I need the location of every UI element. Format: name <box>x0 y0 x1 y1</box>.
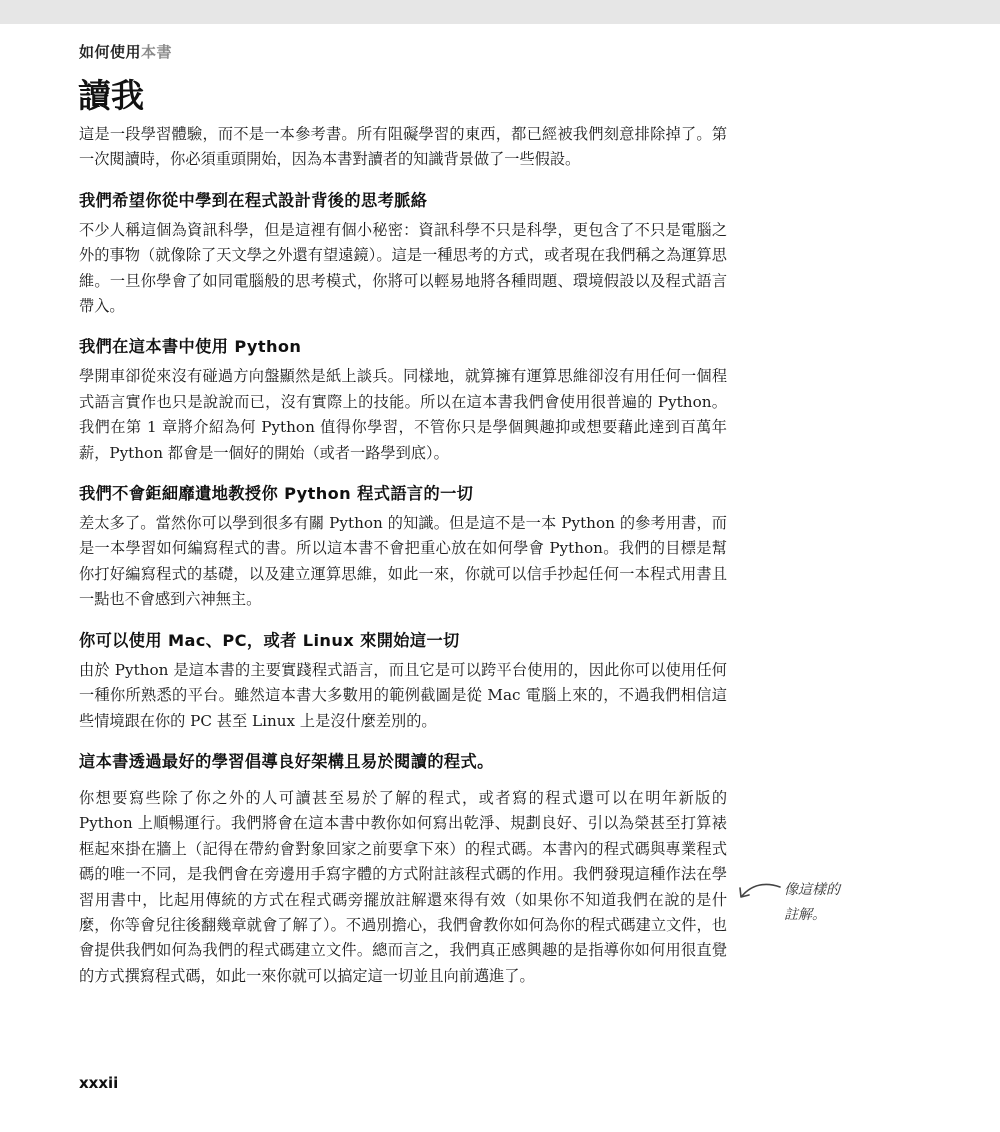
annotation-line-1: 像這樣的 <box>784 882 840 898</box>
page-number: xxxii <box>79 1074 119 1092</box>
running-head-bold: 如何使用 <box>79 43 142 61</box>
running-head <box>79 41 172 62</box>
section-body-readable-code: 你想要寫些除了你之外的人可讀甚至易於了解的程式，或者寫的程式還可以在明年新版的 Python 上順暢運行。我們將會在這本書中教你如何寫出乾淨、規劃良好、引以為榮甚至打算裱框起來掛在牆上（記得在帶約會對象回家之前要拿下來）的程式碼。本書內的程式碼與專業程式碼的唯一不同，是我們會在旁邊用手寫字體的方式附註該程式碼的作用。我們發現這種作法在學習用書中，比起用傳統的方式在程式碼旁擺放註解還來得有效（如果你不知道我們在說的是什麼，你等會兒往後翻幾章就會了解了）。不過別擔心，我們會教你如何為你的程式碼建立文件，也會提供我們如何為我們的程式碼建立文件。總而言之，我們真正感興趣的是指導你如何用很直覺的方式撰寫程式碼，如此一來你就可以搞定這一切並且向前邁進了。 <box>79 788 727 985</box>
annotation-line-2: 註解。 <box>784 907 826 923</box>
intro-paragraph: 這是一段學習體驗，而不是一本參考書。所有阻礙學習的東西，都已經被我們刻意排除掉了。第一次閱讀時，你必須重頭開始，因為本書對讀者的知識背景做了一些假設。 <box>79 125 727 169</box>
section-heading-platforms: 你可以使用 Mac、PC，或者 Linux 來開始這一切 <box>79 630 460 650</box>
page-top-band <box>0 0 1000 24</box>
running-head-gray: 本書 <box>141 43 173 61</box>
section-body-python: 學開車卻從來沒有碰過方向盤顯然是紙上談兵。同樣地，就算擁有運算思維卻沒有用任何一個程式語言實作也只是說說而已，沒有實際上的技能。所以在這本書我們會使用很普遍的 Python。我們在第 1 章將介紹為何 Python 值得你學習，不管你只是學個興趣抑或想要藉此達到百萬年薪，Python 都會是一個好的開始（或者一路學到底）。 <box>79 367 727 462</box>
page-content <box>79 122 727 989</box>
page-title: 讀我 <box>78 76 144 115</box>
section-heading-thinking: 我們希望你從中學到在程式設計背後的思考脈絡 <box>79 190 428 210</box>
curved-arrow-icon <box>736 878 784 908</box>
section-heading-python: 我們在這本書中使用 Python <box>79 337 302 357</box>
section-body-not-everything: 差太多了。當然你可以學到很多有關 Python 的知識。但是這不是一本 Python 的參考用書，而是一本學習如何編寫程式的書。所以這本書不會把重心放在如何學會 Python。我們的目標是幫你打好編寫程式的基礎，以及建立運算思維，如此一來，你就可以信手抄起任何一本程式用書且一點也不會感到六神無主。 <box>79 514 727 609</box>
section-body-thinking: 不少人稱這個為資訊科學，但是這裡有個小秘密：資訊科學不只是科學，更包含了不只是電腦之外的事物（就像除了天文學之外還有望遠鏡）。這是一種思考的方式，或者現在我們稱之為運算思維。一旦你學會了如同電腦般的思考模式，你將可以輕易地將各種問題、環境假設以及程式語言帶入。 <box>79 220 727 316</box>
section-heading-not-everything: 我們不會鉅細靡遺地教授你 Python 程式語言的一切 <box>79 484 474 504</box>
section-body-platforms: 由於 Python 是這本書的主要實踐程式語言，而且它是可以跨平台使用的，因此你可以使用任何一種你所熟悉的平台。雖然這本書大多數用的範例截圖是從 Mac 電腦上來的，不過我們相信這些情境跟在你的 PC 甚至 Linux 上是沒什麼差別的。 <box>79 660 727 730</box>
margin-annotation <box>736 878 876 928</box>
annotation-text <box>784 878 868 928</box>
section-heading-readable-code: 這本書透過最好的學習倡導良好架構且易於閱讀的程式。 <box>79 751 494 771</box>
